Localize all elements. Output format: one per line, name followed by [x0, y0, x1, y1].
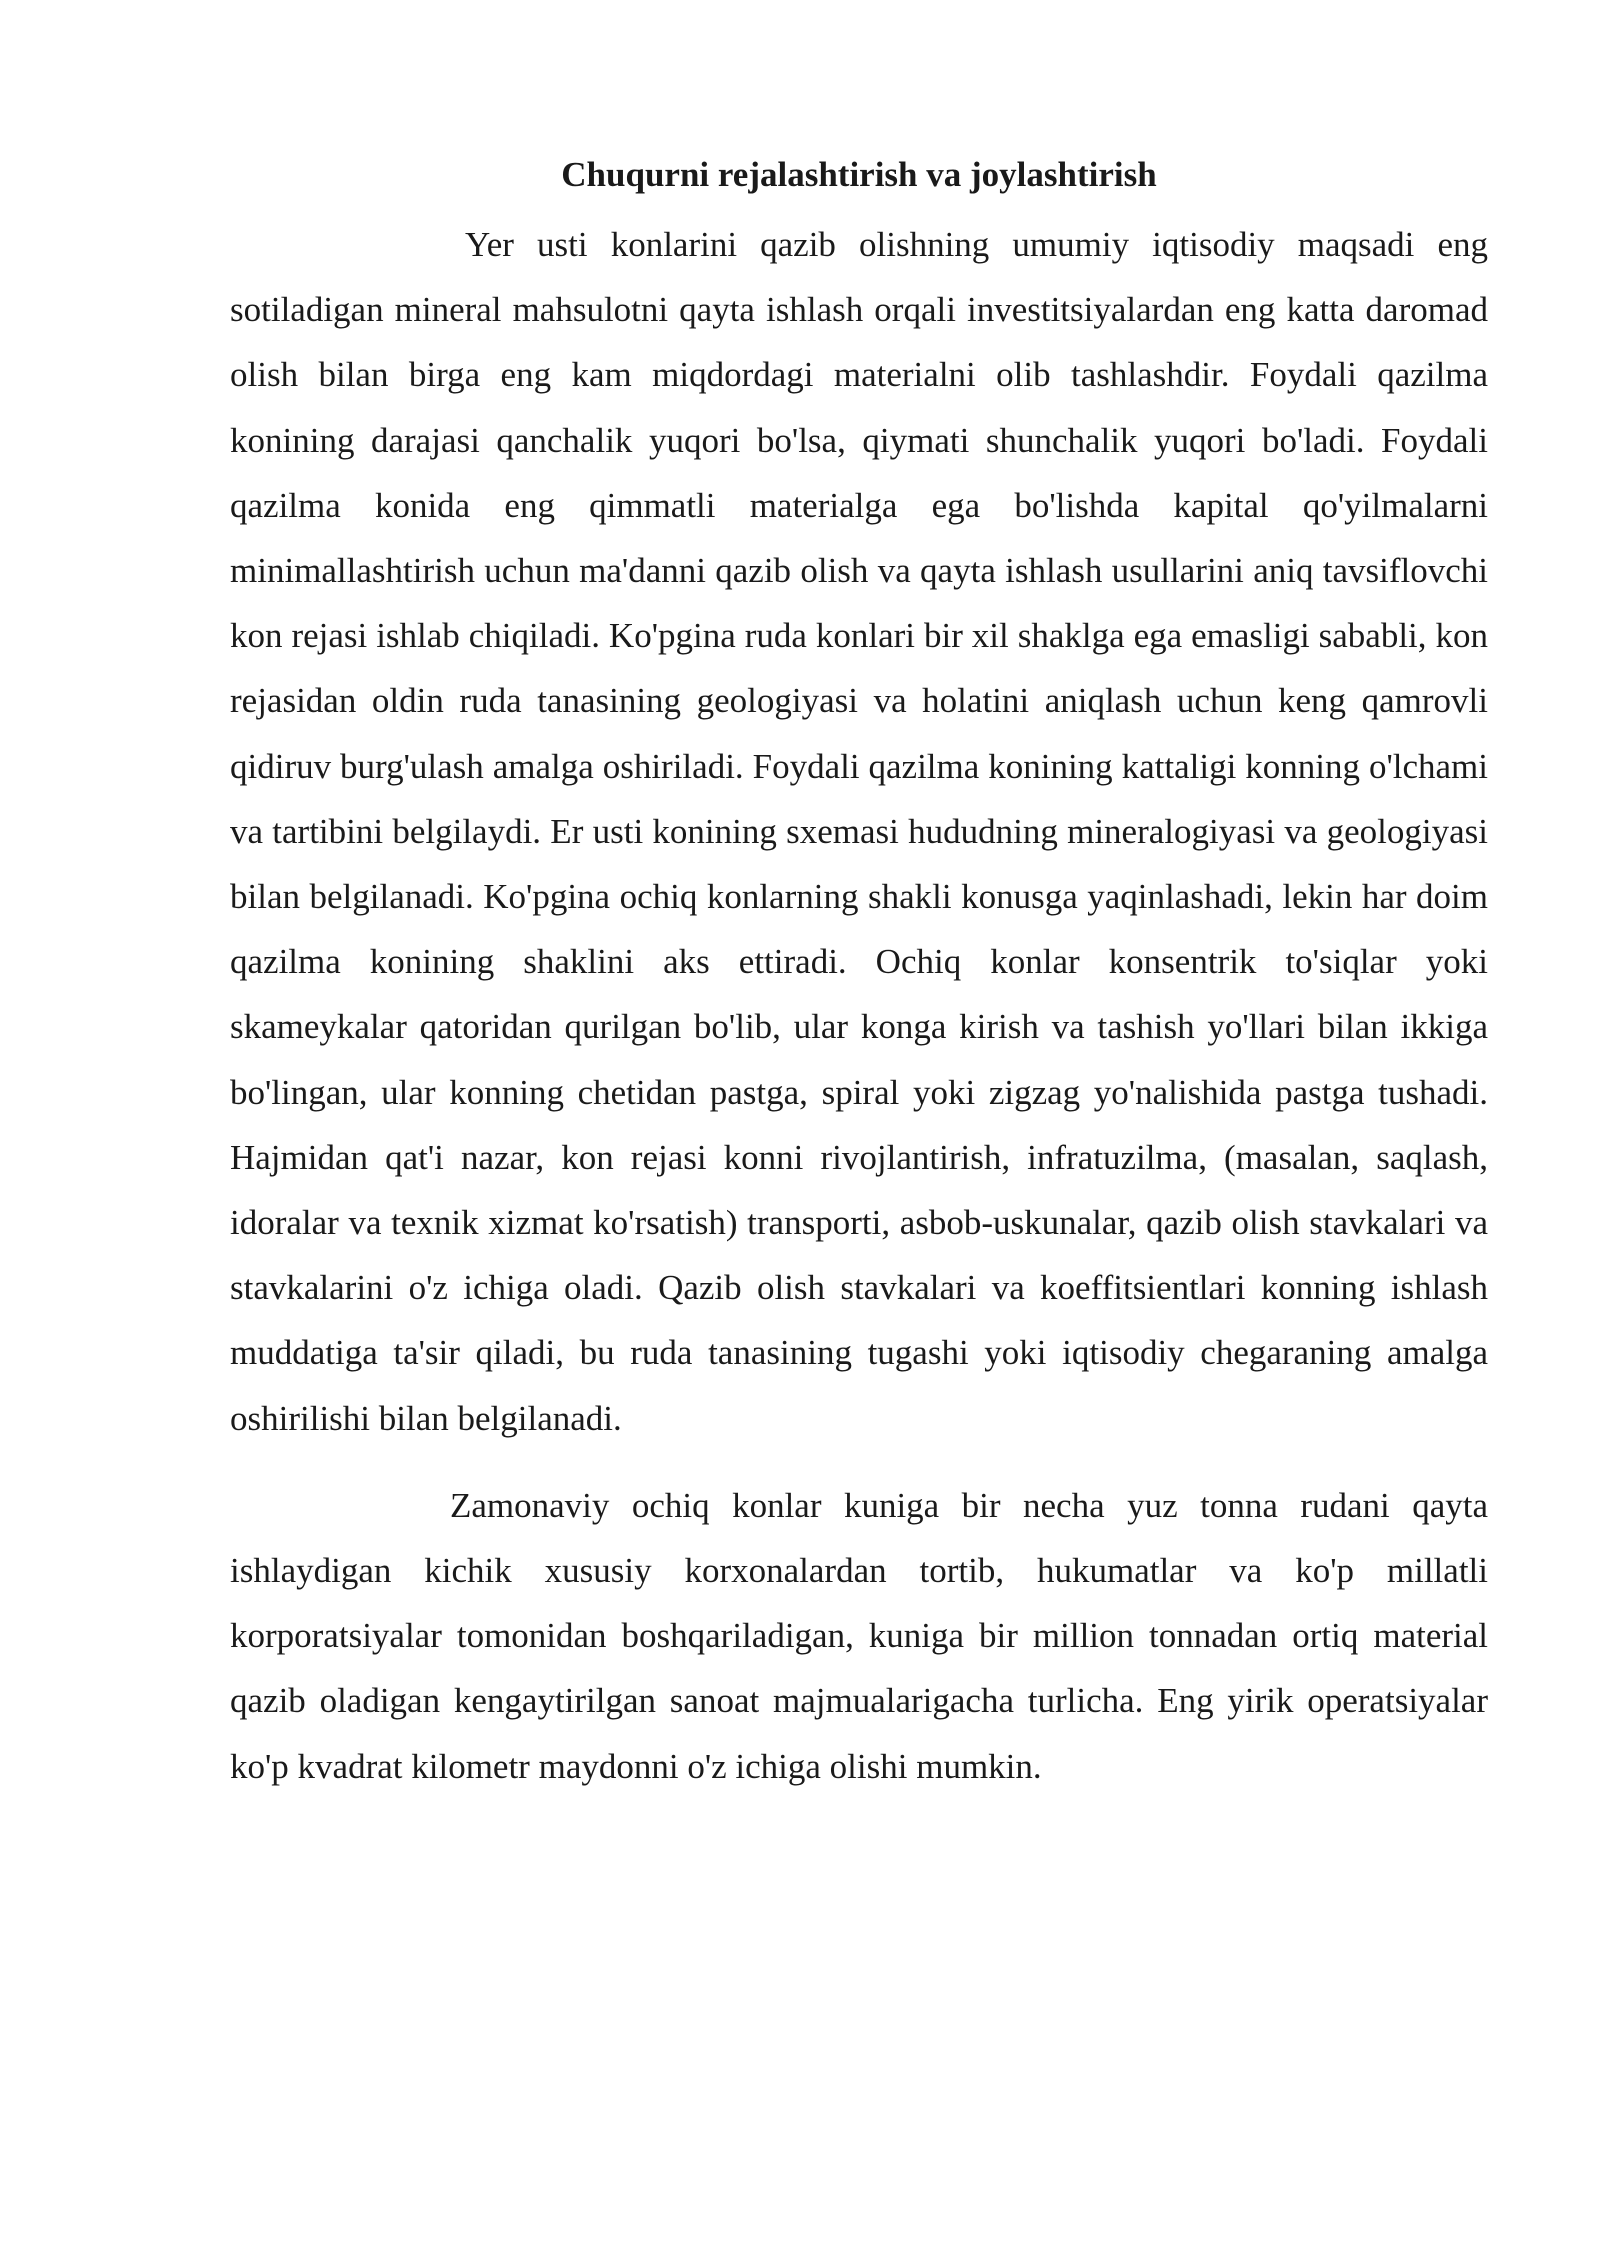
paragraph-1: Yer usti konlarini qazib olishning umumiy iqtisodiy maqsadi eng sotiladigan mineral mahsulotni qayta ishlash orqali investitsiyalardan eng katta daromad olish bilan birga eng kam miqdordagi materialni olib tashlashdir. Foydali qazilma konining darajasi qanchalik yuqori bo'lsa, qiymati shunchalik yuqori bo'ladi. Foydali qazilma konida eng qimmatli materialga ega bo'lishda kapital qo'yilmalarni minimallashtirish uchun ma'danni qazib olish va qayta ishlash usullarini aniq tavsiflovchi kon rejasi ishlab chiqiladi. Ko'pgina ruda konlari bir xil shaklga ega emasligi sababli, kon rejasidan oldin ruda tanasining geologiyasi va holatini aniqlash uchun keng qamrovli qidiruv burg'ulash amalga oshiriladi. Foydali qazilma konining kattaligi konning o'lchami va tartibini belgilaydi. Er usti konining sxemasi hududning mineralogiyasi va geologiyasi bilan belgilanadi. Ko'pgina ochiq konlarning shakli konusga yaqinlashadi, lekin har doim qazilma konining shaklini aks ettiradi. Ochiq konlar konsentrik to'siqlar yoki skameykalar qatoridan qurilgan bo'lib, ular konga kirish va tashish yo'llari bilan ikkiga bo'lingan, ular konning chetidan pastga, spiral yoki zigzag yo'nalishida pastga tushadi. Hajmidan qat'i nazar, kon rejasi konni rivojlantirish, infratuzilma, (masalan, saqlash, idoralar va texnik xizmat ko'rsatish) transporti, asbob-uskunalar, qazib olish stavkalari va stavkalarini o'z ichiga oladi. Qazib olish stavkalari va koeffitsientlari konning ishlash muddatiga ta'sir qiladi, bu ruda tanasining tugashi yoki iqtisodiy chegaraning amalga oshirilishi bilan belgilanadi.	[230, 225, 1488, 1438]
paragraph-2: Zamonaviy ochiq konlar kuniga bir necha yuz tonna rudani qayta ishlaydigan kichik xususiy korxonalardan tortib, hukumatlar va ko'p millatli korporatsiyalar tomonidan boshqariladigan, kuniga bir million tonnadan ortiq material qazib oladigan kengaytirilgan sanoat majmualarigacha turlicha. Eng yirik operatsiyalar ko'p kvadrat kilometr maydonni o'z ichiga olishi mumkin.	[230, 1485, 1488, 1786]
document-title: Chuqurni rejalashtirish va joylashtirish	[561, 155, 1157, 194]
document-body	[230, 150, 1488, 1799]
